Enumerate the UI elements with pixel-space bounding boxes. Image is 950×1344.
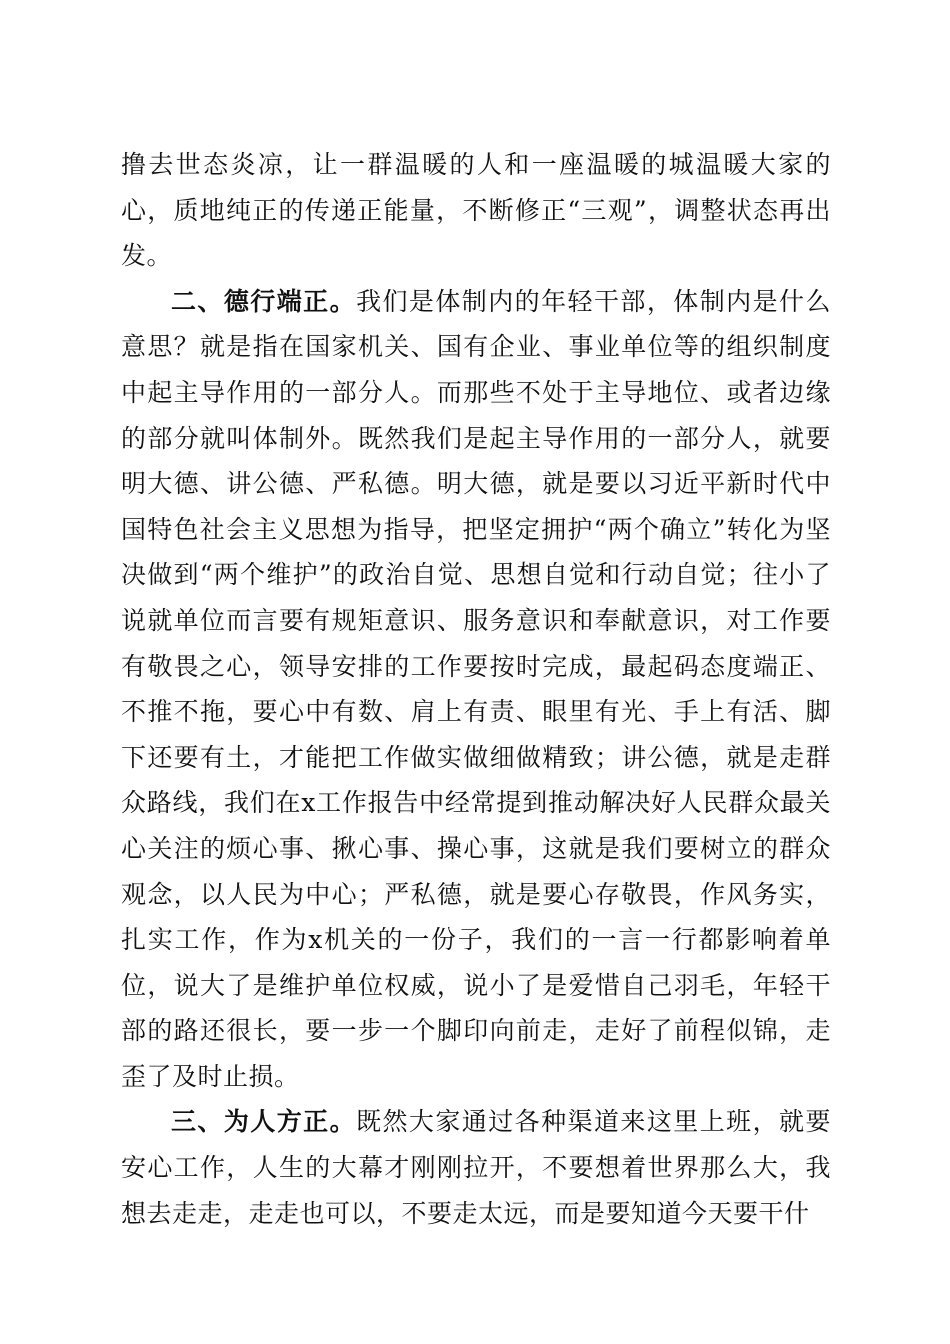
paragraph-text: 我们是体制内的年轻干部，体制内是什么意思？就是指在国家机关、国有企业、事业单位等的组织制度中起主导作用的一部分人。而那些不处于主导地位、或者边缘的部分就叫体制外。既然我们是起主导作用的一部分人，就要明大德、讲公德、严私德。明大德，就是要以习近平新时代中国特色社会主义思想为指导，把坚定拥护“两个确立”转化为坚决做到“两个维护”的政治自觉、思想自觉和行动自觉；往小了说就单位而言要有规矩意识、服务意识和奉献意识，对工作要有敬畏之心，领导安排的工作要按时完成，最起码态度端正、不推不拖，要心中有数、肩上有责、眼里有光、手上有活、脚下还要有土，才能把工作做实做细做精致；讲公德，就是走群众路线，我们在x工作报告中经常提到推动解决好人民群众最关心关注的烦心事、揪心事、操心事，这就是我们要树立的群众观念，以人民为中心；严私德，就是要心存敬畏，作风务实，扎实工作，作为x机关的一份子，我们的一言一行都影响着单位，说大了是维护单位权威，说小了是爱惜自己羽毛，年轻干部的路还很长，要一步一个脚印向前走，走好了前程似锦，走歪了及时止损。 bbox=[121, 286, 831, 1091]
section-heading: 二、德行端正。 bbox=[171, 286, 357, 316]
paragraph-text: 撸去世态炎凉，让一群温暖的人和一座温暖的城温暖大家的心，质地纯正的传递正能量，不断修正“三观”，调整状态再出发。 bbox=[121, 150, 831, 271]
section-heading: 三、为人方正。 bbox=[171, 1107, 357, 1137]
paragraph-text: 既然大家通过各种渠道来这里上班，就要安心工作，人生的大幕才刚刚拉开，不要想着世界那么大，我想去走走，走走也可以，不要走太远，而是要知道今天要干什 bbox=[121, 1107, 831, 1228]
document-body bbox=[121, 142, 831, 1236]
paragraph-section-3 bbox=[121, 1099, 831, 1236]
paragraph-section-2 bbox=[121, 279, 831, 1100]
paragraph-continuation bbox=[121, 142, 831, 279]
